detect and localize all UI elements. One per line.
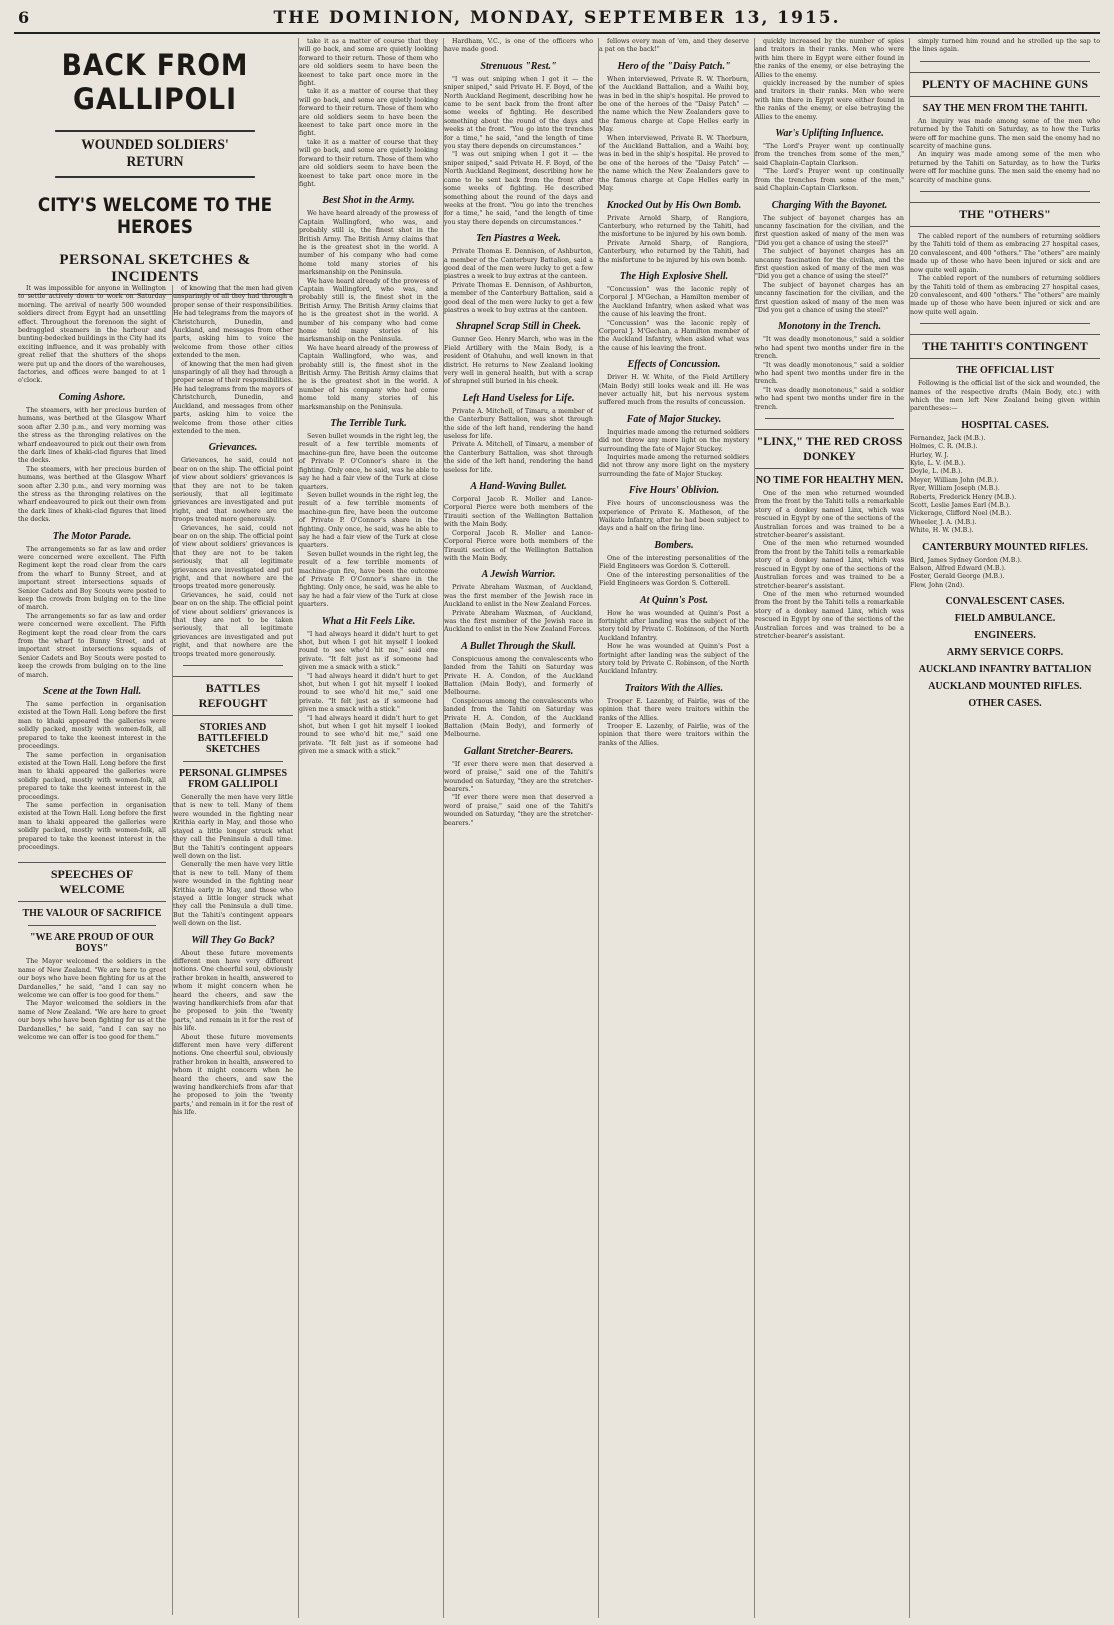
paragraph: "It was deadly monotonous," said a soldier who had spent two months under fire in the trench. — [755, 361, 904, 386]
subhead-hospital-cases: HOSPITAL CASES. — [961, 419, 1049, 431]
paragraph: Driver H. W. White, of the Field Artillery (Main Body) still looks weak and ill. He was never actually hit, but his nervous system suffered much from the results of concussion. — [599, 374, 749, 407]
paragraph: Conspicuous among the convalescents who landed from the Tahiti on Saturday was Private H. A. Condon, of the Auckland Battalion (Main Body), and formerly of Melbourne. — [444, 697, 593, 739]
paragraph: quickly increased by the number of spies and traitors in their ranks. Men who were with him there in Egypt were either found in the ranks of the enemy, or else betraying the Allies to the enemy. — [755, 80, 904, 121]
subhead-linx-donkey: "LINX," THE RED CROSS DONKEY — [755, 429, 904, 469]
paragraph: The arrangements so far as law and order were concerned were excellent. The Fifth Regiment kept the road clear from the cars from the wharf to Bunny Street, and at important street intersections squads of Senior Cadets and Boy Scouts were posted to keep the crowds from bulging on to the line of march. — [18, 612, 166, 679]
subhead-canterbury-mounted: CANTERBURY MOUNTED RIFLES. — [922, 541, 1088, 553]
list-item: Doyle, L. (M.B.). — [910, 468, 963, 476]
paragraph: Grievances, he said, could not bear on on the ship. The official point of view about soldiers' grievances is that they are not to be taken seriously, that all legitimate grievances are investigated and put right, and that nowhere are the troops treated more generously. — [173, 524, 293, 591]
paragraph: The cabled report of the numbers of returning soldiers by the Tahiti told of them as embracing 27 hospital cases, 20 convalescent, and 400 "others." The "others" are mainly made up of those who have been injured or sick and are now quite well again. — [910, 275, 1100, 316]
subhead-strenuous-rest: Strenuous "Rest." — [480, 60, 557, 72]
paragraph: Seven bullet wounds in the right leg, the result of a few terrible moments of machine-gun fire, have been the outcome of Private P. O'Connor's share in the fighting. Only once, he said, was he able to say he had a fair view of the Turk at close quarters. — [299, 433, 438, 491]
list-item: Scott, Leslie James Earl (M.B.). — [910, 502, 1011, 509]
paragraph: The cabled report of the numbers of returning soldiers by the Tahiti told of them as embracing 27 hospital cases, 20 convalescent, and 400 "others." The "others" are mainly made up of those who have been injured or sick and are now quite well again. — [910, 233, 1100, 274]
paragraph: Private Arnold Sharp, of Rangiora, Canterbury, who returned by the Tahiti, had the misfortune to be injured by his own bomb. — [599, 239, 749, 264]
paragraph: Conspicuous among the convalescents who landed from the Tahiti on Saturday was Private H. A. Condon, of the Auckland Battalion (Main Body), and formerly of Melbourne. — [444, 655, 593, 697]
paragraph: "It was deadly monotonous," said a soldier who had spent two months under fire in the trench. — [755, 336, 904, 361]
paragraph: The steamers, with her precious burden of humans, was berthed at the Glasgow Wharf soon after 2.30 p.m., and very morning was the stress as the thronging relatives on the wharf endeavoured to pick out their own from the dark lines of khaki-clad figures that lined the decks. — [18, 465, 166, 524]
paragraph: Five hours of unconsciousness was the experience of Private K. Matheson, of the Waikato Infantry, after he had been subject to days and a half on the firing line. — [599, 500, 749, 533]
subhead-convalescent-cases: CONVALESCENT CASES. — [945, 596, 1065, 608]
page-number: 6 — [18, 8, 30, 27]
paragraph: Corporal Jacob R. Moller and Lance-Corporal Pierce were both members of the Tirauiti section of the Wellington Battalion with the Main Body. — [444, 496, 593, 529]
paragraph: Seven bullet wounds in the right leg, the result of a few terrible moments of machine-gun fire, have been the outcome of Private P. O'Connor's share in the fighting. Only once, he said, was he able to say he had a fair view of the Turk at close quarters. — [299, 491, 438, 550]
column-1 — [18, 285, 166, 1615]
subhead-left-hand: Left Hand Useless for Life. — [462, 392, 575, 404]
subhead-auckland-mounted: AUCKLAND MOUNTED RIFLES. — [928, 681, 1082, 693]
list-item: Roberts, Frederick Henry (M.B.). — [910, 493, 1017, 501]
subhead-terrible-turk: The Terrible Turk. — [330, 418, 407, 430]
lead-headline: BACK FROM GALLIPOLI — [61, 48, 249, 116]
subhead-other-cases: OTHER CASES. — [968, 698, 1042, 710]
subhead-grievances: Grievances. — [208, 442, 258, 454]
paragraph: Inquiries made among the returned soldiers did not throw any more light on the mystery surrounding the fate of Major Stuckey. — [599, 428, 749, 453]
name-list — [910, 557, 1100, 591]
paragraph: How he was wounded at Quinn's Post a fortnight after landing was the subject of the story told by Private C. Robinson, of the North Auckland Infantry. — [599, 643, 749, 676]
paragraph: "The Lord's Prayer went up continually from the trenches from some of the men," said Chaplain-Captain Clarkson. — [755, 143, 904, 167]
subhead-valour: THE VALOUR OF SACRIFICE — [22, 908, 162, 920]
paragraph: Corporal Jacob R. Moller and Lance-Corporal Pierce were both members of the Tirauiti section of the Wellington Battalion with the Main Body. — [444, 529, 593, 562]
masthead — [14, 6, 1100, 34]
column-4 — [443, 38, 593, 1618]
paragraph: One of the interesting personalities of the Field Engineers was Gordon S. Cotterell. — [599, 571, 749, 588]
divider — [183, 665, 283, 666]
paragraph: The subject of bayonet charges has an uncanny fascination for the civilian, and the first question asked of many of the men was "Did you get a chance of using the steel?" — [755, 248, 904, 281]
subhead-machine-guns: PLENTY OF MACHINE GUNS — [910, 72, 1100, 97]
paragraph: "I had always heard it didn't hurt to get shot, but when I got hit myself I looked round to see who'd hit me," said one private. "It felt just as if someone had given me a smack with a stick." — [299, 672, 438, 714]
subhead-hand-waving: A Hand-Waving Bullet. — [470, 481, 567, 493]
paragraph: Gunner Geo. Henry March, who was in the Field Artillery with the Main Body, is a resident of Otahuhu, and well known in that district. He returns to New Zealand looking very well in general health, but with a scrap of shrapnel still buried in his cheek. — [444, 336, 593, 386]
paragraph: The Mayor welcomed the soldiers in the name of New Zealand. "We are here to greet our boys who have been fighting for us at the Dardanelles," he said, "and I can say no welcome we can offer is too good for them." — [18, 958, 166, 999]
paragraph: When interviewed, Private R. W. Thorburn, of the Auckland Battalion, and a Waihi boy, was in bed in the ship's hospital. He proved to be one of the heroes of the "Daisy Patch" — the name which the New Zealanders gave to the famous charge at Cape Helles early in May. — [599, 75, 749, 134]
paragraph: Private Arnold Sharp, of Rangiora, Canterbury, who returned by the Tahiti, had the misfortune to be injured by his own bomb. — [599, 214, 749, 239]
paragraph: Following is the official list of the sick and wounded, the names of the respective drafts (Main Body, etc.) with which the men left New Zealand being given within parentheses:— — [910, 380, 1100, 413]
paragraph: "If ever there were men that deserved a word of praise," said one of the Tahiti's wounded on Saturday, "they are the stretcher-bearers." — [444, 760, 593, 794]
subhead-glimpses: PERSONAL GLIMPSES FROM GALLIPOLI — [178, 768, 288, 791]
lead-headline-block — [18, 38, 292, 295]
subhead-concussion: Effects of Concussion. — [627, 359, 721, 371]
list-item: Foster, Gerald George (M.B.). — [910, 573, 1005, 581]
divider — [920, 323, 1090, 324]
paragraph: "I had always heard it didn't hurt to get shot, but when I got hit myself I looked round to see who'd hit me," said one private. "It felt just as if someone had given me a smack with a stick." — [299, 630, 438, 672]
paragraph: "I had always heard it didn't hurt to get shot, but when I got hit myself I looked round to see who'd hit me," said one private. "It felt just as if someone had given me a smack with a stick." — [299, 714, 438, 756]
subhead-shrapnel: Shrapnel Scrap Still in Cheek. — [455, 321, 582, 333]
paragraph: "I was out sniping when I got it — the sniper sniped," said Private H. F. Boyd, of the North Auckland Regiment, describing how he came to be sent back from the front after some weeks of fighting. He described something about the round of the days and weeks at the front. "You go into the trenches for a time," he said, "and the length of time you stay there depends on circumstances." — [444, 151, 593, 226]
paragraph: One of the men who returned wounded from the front by the Tahiti tells a remarkable story of a donkey named Linx, which was rescued in Egypt by one of the sections of the Australian forces and was trained to be a stretcher-bearer's assistant. — [755, 490, 904, 540]
subhead-tahiti-contingent: THE TAHITI'S CONTINGENT — [910, 334, 1100, 359]
subhead-speeches: SPEECHES OF WELCOME — [18, 862, 166, 902]
paragraph: Private Abraham Waxman, of Auckland, was the first member of the Jewish race in Auckland to enlist in the New Zealand Forces. — [444, 609, 593, 634]
divider — [28, 925, 156, 926]
subhead-ten-piastres: Ten Piastres a Week. — [476, 233, 561, 245]
subhead-bullet-skull: A Bullet Through the Skull. — [461, 640, 576, 652]
paragraph: The Mayor welcomed the soldiers in the name of New Zealand. "We are here to greet our boys who have been fighting for us at the Dardanelles," he said, "and I can say no welcome we can offer is too good for them." — [18, 1000, 166, 1042]
paragraph: "Concussion" was the laconic reply of Corporal J. M'Gechan, a Hamilton member of the Auckland Infantry, when asked what was the cause of his leaving the front. — [599, 319, 749, 352]
divider — [765, 418, 894, 419]
subhead-stories: STORIES AND BATTLEFIELD SKETCHES — [197, 722, 269, 756]
divider — [920, 61, 1090, 62]
subhead-will-they-go-back: Will They Go Back? — [191, 934, 275, 946]
paragraph: "If ever there were men that deserved a word of praise," said one of the Tahiti's wounded on Saturday, "they are the stretcher-bearers." — [444, 794, 593, 827]
paragraph: simply turned him round and he strolled up the sap to the lines again. — [910, 38, 1100, 54]
subhead-explosive-shell: The High Explosive Shell. — [619, 270, 729, 282]
paragraph: How he was wounded at Quinn's Post a fortnight after landing was the subject of the story told by Private C. Robinson, of the North Auckland Infantry. — [599, 609, 749, 642]
subhead-coming-ashore: Coming Ashore. — [58, 391, 126, 403]
paragraph: About these future movements different men have very different notions. One cheerful soul, obviously rather broken in health, answered to whom it might concern when he heard the cheers, and saw the waving handkerchiefs from afar that he proposed to join the 'twenty parts,' and remain in it for the rest of his life. — [173, 949, 293, 1033]
list-item: Flew, John (2nd). — [910, 581, 965, 589]
paragraph: Trooper E. Lazenby, of Fairlie, was of the opinion that there were traitors within the ranks of the Allies. — [599, 697, 749, 722]
subhead-major-stuckey: Fate of Major Stuckey. — [626, 413, 722, 425]
paragraph: One of the men who returned wounded from the front by the Tahiti tells a remarkable story of a donkey named Linx, which was rescued in Egypt by one of the sections of the Australian forces and was trained to be a stretcher-bearer's assistant. — [755, 590, 904, 640]
paragraph: The same perfection in organisation existed at the Town Hall. Long before the first man to khaki appeared the galleries were solidly packed, mostly with women-folk, all prepared to take the keenest interest in the proceedings. — [18, 801, 166, 851]
paragraph: We have heard already of the prowess of Captain Wallingford, who was, and probably still is, the finest shot in the British Army. The British Army claims that he is the greatest shot in the world. A number of his company who had come home told many stories of his marksmanship on the Peninsula. — [299, 344, 438, 411]
paragraph: About these future movements different men have very different notions. One cheerful soul, obviously rather broken in health, answered to whom it might concern when he heard the cheers, and saw the waving handkerchiefs from afar that he proposed to join the 'twenty parts,' and remain in it for the rest of his life. — [173, 1033, 293, 1117]
subhead-bayonet: Charging With the Bayonet. — [771, 199, 888, 211]
lead-deck-3: PERSONAL SKETCHES & INCIDENTS — [59, 252, 251, 285]
list-item: Holmes, C. R. (M.B.). — [910, 443, 978, 451]
divider — [183, 761, 283, 762]
paragraph: When interviewed, Private R. W. Thorburn, of the Auckland Battalion, and a Waihi boy, was in bed in the ship's hospital. He proved to be one of the heroes of the "Daisy Patch" — the name which the New Zealanders gave to the famous charge at Cape Helles early in May. — [599, 134, 749, 193]
paragraph: The subject of bayonet charges has an uncanny fascination for the civilian, and the first question asked of many of the men was "Did you get a chance of using the steel?" — [755, 214, 904, 247]
paragraph: quickly increased by the number of spies and traitors in their ranks. Men who were with him there in Egypt were either found in the ranks of the enemy, or else betraying the Allies to the enemy. — [755, 38, 904, 79]
subhead-battles: BATTLES REFOUGHT — [173, 676, 293, 716]
subhead-oblivion: Five Hours' Oblivion. — [628, 485, 720, 497]
paragraph: Grievances, he said, could not bear on on the ship. The official point of view about soldiers' grievances is that they are not to be taken seriously, that all legitimate grievances are investigated and put right, and that nowhere are the troops treated more generously. — [173, 591, 293, 658]
paragraph: We have heard already of the prowess of Captain Wallingford, who was, and probably still is, the finest shot in the British Army. The British Army claims that he is the greatest shot in the world. A number of his company who had come home told many stories of his marksmanship on the Peninsula. — [299, 210, 438, 277]
paragraph: The subject of bayonet charges has an uncanny fascination for the civilian, and the first question asked of many of the men was "Did you get a chance of using the steel?" — [755, 281, 904, 314]
list-item: Kyle, L. V. (M.B.). — [910, 459, 966, 467]
paragraph: Trooper E. Lazenby, of Fairlie, was of the opinion that there were traitors within the ranks of the Allies. — [599, 722, 749, 747]
paragraph: "It was deadly monotonous," said a soldier who had spent two months under fire in the trench. — [755, 386, 904, 411]
paragraph: Generally the men have very little that is new to tell. Many of them were wounded in the fighting near Krithia early in May, and those who stayed a little longer struck what they call the Peninsula a dull time. But the Tahiti's contingent appears well down on the list. — [173, 794, 293, 860]
newspaper-title: THE DOMINION, MONDAY, SEPTEMBER 13, 1915. — [273, 8, 841, 28]
subhead-official-list: THE OFFICIAL LIST — [956, 365, 1054, 377]
paragraph: take it as a matter of course that they will go back, and some are quietly looking forward to their return. Those of them who are old soldiers seem to have been the keenest to take part once more in the fight. — [299, 138, 438, 188]
paragraph: Seven bullet wounds in the right leg, the result of a few terrible moments of machine-gun fire, have been the outcome of Private P. O'Connor's share in the fighting. Only once, he said, was he able to say he had a fair view of the Turk at close quarters. — [299, 550, 438, 609]
paragraph: The steamers, with her precious burden of humans, was berthed at the Glasgow Wharf soon after 2.30 p.m., and very morning was the stress as the thronging relatives on the wharf endeavoured to pick out their own from the dark lines of khaki-clad figures that lined the decks. — [18, 406, 166, 465]
subhead-best-shot: Best Shot in the Army. — [322, 195, 415, 207]
subhead-town-hall: Scene at the Town Hall. — [42, 686, 142, 698]
paragraph: An inquiry was made among some of the men who returned by the Tahiti on Saturday, as to how the Turks were off for machine guns. The men said the enemy had no scarcity of machine guns. — [910, 151, 1100, 184]
subhead-own-bomb: Knocked Out by His Own Bomb. — [606, 199, 742, 211]
paragraph: The same perfection in organisation existed at the Town Hall. Long before the first man to khaki appeared the galleries were solidly packed, mostly with women-folk, all prepared to take the keenest interest in the proceedings. — [18, 701, 166, 751]
paragraph: Private Abraham Waxman, of Auckland, was the first member of the Jewish race in Auckland to enlist in the New Zealand Forces. — [444, 584, 593, 609]
paragraph: Private A. Mitchell, of Timaru, a member of the Canterbury Battalion, was shot through the side of the left hand, rendering the hand useless for life. — [444, 407, 593, 441]
subhead-quinns-post: At Quinn's Post. — [639, 594, 709, 606]
subhead-daisy-patch: Hero of the "Daisy Patch." — [617, 60, 731, 72]
column-2 — [172, 285, 293, 1615]
lead-deck-2: CITY'S WELCOME TO THE HEROES — [37, 194, 273, 238]
paragraph: One of the men who returned wounded from the front by the Tahiti tells a remarkable story of a donkey named Linx, which was rescued in Egypt by one of the sections of the Australian forces and was trained to be a stretcher-bearer's assistant. — [755, 540, 904, 590]
paragraph: Inquiries made among the returned soldiers did not throw any more light on the mystery surrounding the fate of Major Stuckey. — [599, 454, 749, 478]
subhead-hit-feels-like: What a Hit Feels Like. — [321, 615, 416, 627]
paragraph: fellows every man of 'em, and they deserve a pat on the back!" — [599, 38, 749, 54]
paragraph: An inquiry was made among some of the men who returned by the Tahiti on Saturday, as to how the Turks were off for machine guns. The men said the enemy had no scarcity of machine guns. — [910, 117, 1100, 151]
subhead-bombers: Bombers. — [654, 539, 694, 551]
paragraph: of knowing that the men had given unsparingly of all they had through a proper sense of their responsibilities. He had telegrams from the mayors of Christchurch, Dunedin, and Auckland, and messages from other parts, asking him to voice the welcome from those other cities extended to the men. — [173, 360, 293, 435]
paragraph: Hardham, V.C., is one of the officers who have made good. — [444, 38, 593, 54]
subhead-engineers: ENGINEERS. — [974, 630, 1036, 642]
divider — [920, 191, 1090, 192]
column-7 — [909, 38, 1100, 1618]
paragraph: of knowing that the men had given unsparingly of all they had through a proper sense of their responsibilities. He had telegrams from the mayors of Christchurch, Dunedin, and Auckland, and messages from other parts, asking him to voice the welcome from those other cities extended to the men. — [173, 285, 293, 360]
subhead-monotony: Monotony in the Trench. — [778, 321, 881, 333]
paragraph: The same perfection in organisation existed at the Town Hall. Long before the first man to khaki appeared the galleries were solidly packed, mostly with women-folk, all prepared to take the keenest interest in the proceedings. — [18, 751, 166, 801]
list-item: Hurley, W. J. — [910, 451, 949, 459]
paragraph: take it as a matter of course that they will go back, and some are quietly looking forward to their return. Those of them who are old soldiers seem to have been the keenest to take part once more in the fight. — [299, 88, 438, 138]
paragraph: take it as a matter of course that they will go back, and some are quietly looking forward to their return. Those of them who are old soldiers seem to have been the keenest to take part once more in the fight. — [299, 38, 438, 88]
paragraph: The arrangements so far as law and order were concerned were excellent. The Fifth Regiment kept the road clear from the cars from the wharf to Bunny Street, and at important street intersections squads of Senior Cadets and Boy Scouts were posted to keep the crowds from bulging on to the line of march. — [18, 545, 166, 612]
subhead-no-time: NO TIME FOR HEALTHY MEN. — [755, 475, 904, 487]
name-list — [910, 435, 1100, 536]
list-item: Ryer, William Joseph (M.B.). — [910, 485, 1000, 493]
subhead-field-ambulance: FIELD AMBULANCE. — [954, 613, 1056, 625]
subhead-jewish-warrior: A Jewish Warrior. — [481, 569, 556, 581]
subhead-auckland-infantry: AUCKLAND INFANTRY BATTALION — [918, 664, 1092, 676]
paragraph: Private A. Mitchell, of Timaru, a member of the Canterbury Battalion, was shot through the side of the left hand, rendering the hand useless for life. — [444, 441, 593, 474]
list-item: Bird, James Sydney Gordon (M.B.). — [910, 556, 1022, 564]
paragraph: "I was out sniping when I got it — the sniper sniped," said Private H. F. Boyd, of the North Auckland Regiment, describing how he came to be sent back from the front after some weeks of fighting. He described something about the round of the days and weeks at the front. "You go into the trenches for a time," he said, "and the length of time you stay there depends on circumstances." — [444, 75, 593, 151]
paragraph: We have heard already of the prowess of Captain Wallingford, who was, and probably still is, the finest shot in the British Army. The British Army claims that he is the greatest shot in the world. A number of his company who had come home told many stories of his marksmanship on the Peninsula. — [299, 277, 438, 344]
subhead-uplifting: War's Uplifting Influence. — [775, 128, 884, 140]
paragraph: Private Thomas E. Dennison, of Ashburton, a member of the Canterbury Battalion, said a good deal of the men were lucky to get a few piastres a week to buy extras at the canteen. — [444, 248, 593, 281]
subhead-army-service-corps: ARMY SERVICE CORPS. — [946, 647, 1064, 659]
column-3 — [298, 38, 438, 1618]
list-item: Vickerage, Clifford Noel (M.B.). — [910, 510, 1012, 518]
paragraph: Generally the men have very little that is new to tell. Many of them were wounded in the fighting near Krithia early in May, and those who stayed a little longer struck what they call the Peninsula a dull time. But the Tahiti's contingent appears well down on the list. — [173, 861, 293, 928]
subhead-say-the-men: SAY THE MEN FROM THE TAHITI. — [922, 102, 1088, 114]
lead-deck-1: WOUNDED SOLDIERS' RETURN — [55, 130, 255, 178]
list-item: Meyer, William John (M.B.). — [910, 476, 999, 484]
column-6 — [754, 38, 904, 1618]
paragraph: "The Lord's Prayer went up continually from the trenches from some of the men," said Chaplain-Captain Clarkson. — [755, 168, 904, 193]
subhead-proud: "WE ARE PROUD OF OUR BOYS" — [29, 932, 155, 955]
list-item: White, H. W. (M.B.). — [910, 527, 974, 535]
lead-paragraph: It was impossible for anyone in Wellington to settle actively down to work on Saturday morning. The arrival of nearly 500 wounded soldiers direct from Egypt had an unsettling effect. Throughout the forenoon the sight of bedraggled steamers in the harbour and bunting-bedecked buildings in the City had its exciting influence, and it was probably with great relief that the shutters of the shops were put up and the doors of the warehouses, factories, and offices were banged to at 1 o'clock. — [18, 285, 166, 385]
paragraph: Grievances, he said, could not bear on on the ship. The official point of view about soldiers' grievances is that they are not to be taken seriously, that all legitimate grievances are investigated and put right, and that nowhere are the troops treated more generously. — [173, 457, 293, 524]
list-item: Fernandez, Jack (M.B.). — [910, 434, 986, 442]
list-item: Ealson, Alfred Edward (M.B.). — [910, 565, 1006, 573]
paragraph: "Concussion" was the laconic reply of Corporal J. M'Gechan, a Hamilton member of the Auckland Infantry, when asked what was the cause of his leaving the front. — [599, 285, 749, 319]
subhead-traitors: Traitors With the Allies. — [624, 682, 724, 694]
subhead-motor-parade: The Motor Parade. — [52, 530, 132, 542]
paragraph: One of the interesting personalities of the Field Engineers was Gordon S. Cotterell. — [599, 554, 749, 571]
paragraph: Private Thomas E. Dennison, of Ashburton, a member of the Canterbury Battalion, said a good deal of the men were lucky to get a few piastres a week to buy extras at the canteen. — [444, 281, 593, 314]
subhead-others: THE "OTHERS" — [910, 202, 1100, 227]
column-5 — [598, 38, 749, 1618]
subhead-stretcher-bearers: Gallant Stretcher-Bearers. — [463, 745, 574, 757]
list-item: Wheeler, J. A. (M.B.). — [910, 518, 977, 526]
